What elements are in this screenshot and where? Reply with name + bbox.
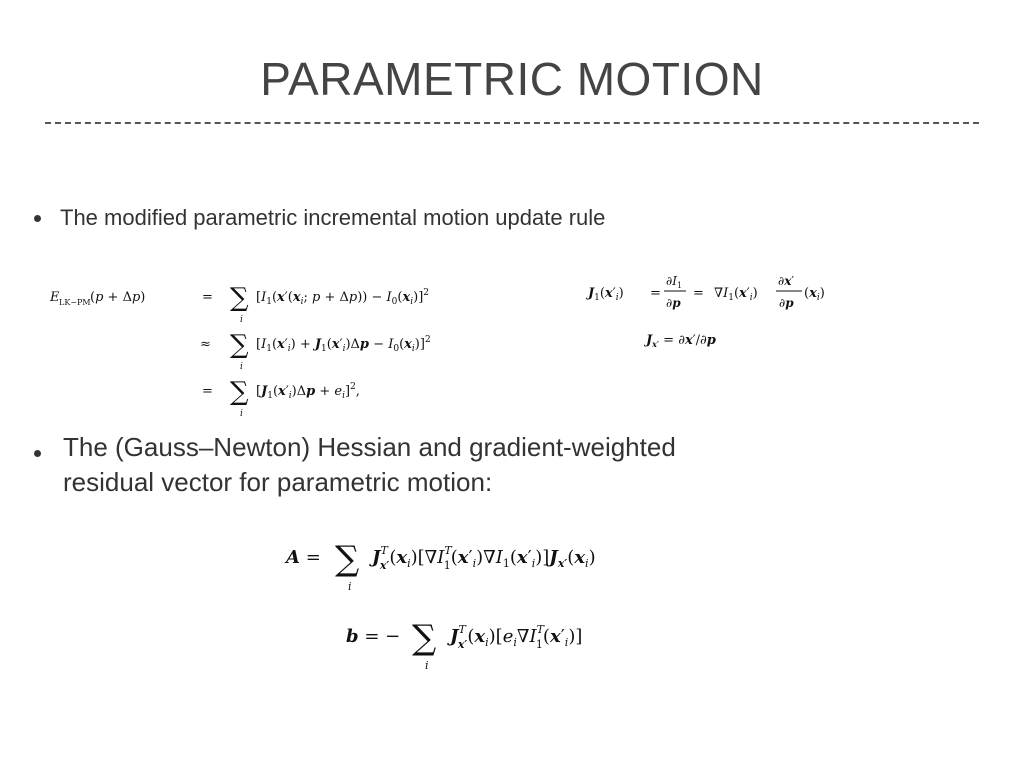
svg-text:i: i	[425, 659, 429, 672]
svg-text:∑: ∑	[230, 283, 249, 313]
svg-text:JTx′(xi)[ei∇IT1(x′i)]: $J^T$ $x'(x_i)[e_i\nabla I^T$ $1(x'_i)$]	[450, 623, 583, 651]
svg-text:∑: ∑	[335, 539, 360, 579]
svg-text:i: i	[240, 362, 243, 372]
bullet-dot-2	[34, 450, 41, 457]
svg-text:≈: ≈	[200, 337, 211, 352]
equation-lk-pm	[40, 270, 510, 420]
title-divider	[45, 122, 979, 124]
svg-text:A =: A =	[286, 547, 321, 568]
svg-text:Jx′ = ∂x′/∂p: $J_{x'} = \partial x'/\partial p$	[646, 333, 716, 349]
bullet-text-1: The modified parametric incremental motion update rule	[60, 205, 606, 230]
equation-hessian	[280, 530, 720, 600]
equation-jacobian	[580, 265, 850, 355]
bullet-dot-1	[34, 215, 41, 222]
svg-text:LK−PM: LK−PM	[59, 298, 91, 307]
svg-text:=: =	[693, 286, 704, 301]
svg-text:∇I1(x′i): $\nabla I_1(x'_i)$	[714, 286, 758, 303]
svg-text:b = −: b = −	[346, 626, 401, 647]
svg-text:(xi): $(x_i)$	[804, 286, 825, 303]
svg-text:∂I1: $\partial I_1$	[666, 274, 683, 290]
svg-text:∂p: ∂p	[779, 296, 794, 310]
slide-title: PARAMETRIC MOTION	[260, 53, 764, 105]
svg-text:(p + Δp): (p + Δp)	[90, 290, 146, 305]
svg-text:∂x′: ∂x′	[778, 274, 795, 288]
svg-text:JTx′(xi)[∇IT1(x′i)∇I1(x′i)]Jx′: $J^T$ $x'(x_i)[\nabla I^T$ $1(x'_i)\nabla I_1(x'_i)]J_{x'}(x_i)$	[372, 544, 596, 572]
svg-text:=: =	[202, 384, 213, 399]
svg-text:[J1(x′i)Δp + ei]2,: $[J_1(x'_i)\Delta p + e_i]^2$,	[256, 382, 360, 401]
svg-text:=: =	[650, 286, 661, 301]
svg-text:∂p: ∂p	[666, 296, 681, 310]
bullet-text-2: The (Gauss–Newton) Hessian and gradient-weighted residual vector for parametric motion:	[63, 432, 676, 497]
svg-text:E: E	[50, 290, 60, 305]
svg-text:=: =	[202, 290, 213, 305]
svg-text:[I1(x′i) + J1(x′i)Δp − I0(xi)]: $[I_1(x'_i) + J_1(x'_i)\Delta p - I_0(x_i)]^2$	[256, 335, 431, 354]
equation-gradient	[340, 610, 660, 680]
svg-text:i: i	[348, 580, 352, 593]
svg-text:[I1(x′(xi; p + Δp)) − I0(xi)]2: [$I_1(x'(x_i$; $p + \Delta p)) - I_0(x_i)]^2$	[256, 288, 430, 307]
svg-text:∑: ∑	[230, 330, 249, 360]
svg-text:∑: ∑	[230, 377, 249, 407]
svg-text:i: i	[240, 409, 243, 419]
svg-text:∑: ∑	[412, 618, 437, 658]
svg-text:i: i	[240, 315, 243, 325]
svg-text:J1(x′i): $J_1(x'_i)$	[588, 286, 624, 303]
